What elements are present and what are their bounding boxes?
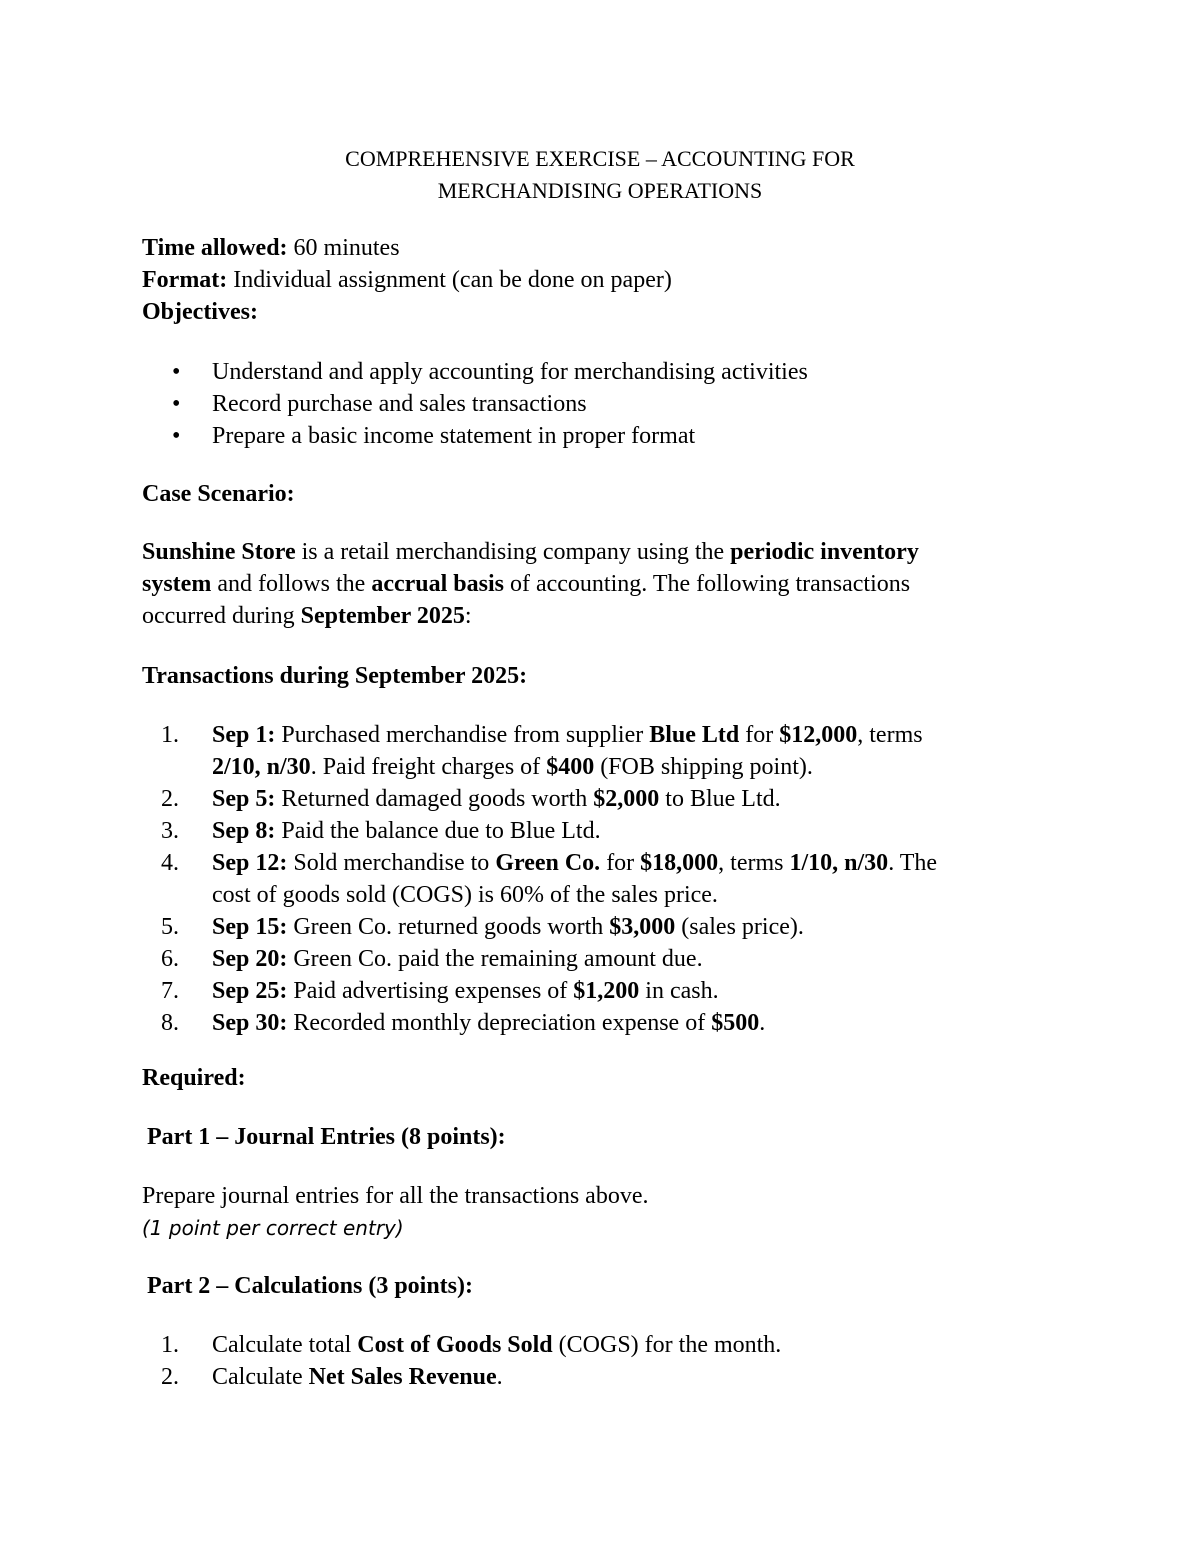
list-item: • Understand and apply accounting for merchandising activities xyxy=(142,356,1042,388)
list-item: 8. Sep 30: Recorded monthly depreciation expense of $500. xyxy=(161,1010,766,1036)
meta-info xyxy=(142,232,1062,328)
part2-list xyxy=(142,1329,1062,1393)
format: Format: Individual assignment (can be done on paper) xyxy=(142,267,672,293)
title-line-1: COMPREHENSIVE EXERCISE – ACCOUNTING FOR xyxy=(345,146,855,171)
part1-heading: Part 1 – Journal Entries (8 points): xyxy=(147,1124,506,1150)
part1-body: Prepare journal entries for all the transactions above. (1 point per correct entry) xyxy=(142,1180,1062,1244)
list-item: 3. Sep 8: Paid the balance due to Blue Ltd. xyxy=(161,818,601,844)
list-item: 7. Sep 25: Paid advertising expenses of $1,200 in cash. xyxy=(161,978,719,1004)
list-item: 2. Sep 5: Returned damaged goods worth $2,000 to Blue Ltd. xyxy=(161,786,781,812)
transactions-list xyxy=(142,719,1062,1039)
transactions-heading: Transactions during September 2025: xyxy=(142,663,528,689)
time-allowed: Time allowed: 60 minutes xyxy=(142,235,400,261)
case-paragraph: Sunshine Store is a retail merchandising company using the periodic inventory system and follows the accrual basis of accounting. The following transactions occurred during September 2025: xyxy=(142,539,919,629)
required-heading: Required: xyxy=(142,1065,246,1091)
list-item: 4. Sep 12: Sold merchandise to Green Co. for $18,000, terms 1/10, n/30. The cost of goods sold (COGS) is 60% of the sales price. xyxy=(161,850,938,908)
list-item: 1. Sep 1: Purchased merchandise from supplier Blue Ltd for $12,000, terms 2/10, n/30. Paid freight charges of $400 (FOB shipping point). xyxy=(161,722,923,780)
bullet-icon: • xyxy=(172,391,181,417)
part1-note: (1 point per correct entry) xyxy=(142,1216,404,1240)
list-item: 1. Calculate total Cost of Goods Sold (COGS) for the month. xyxy=(161,1332,782,1358)
objectives-label: Objectives: xyxy=(142,299,258,325)
list-item: • Record purchase and sales transactions xyxy=(142,388,1042,420)
case-heading: Case Scenario: xyxy=(142,481,295,507)
part2-heading: Part 2 – Calculations (3 points): xyxy=(147,1273,473,1299)
title-line-2: MERCHANDISING OPERATIONS xyxy=(437,178,763,203)
bullet-icon: • xyxy=(172,359,181,385)
list-item: 2. Calculate Net Sales Revenue. xyxy=(161,1364,503,1390)
list-item: • Prepare a basic income statement in proper format xyxy=(142,420,1042,452)
document-title xyxy=(0,143,1200,207)
list-item: 5. Sep 15: Green Co. returned goods worth $3,000 (sales price). xyxy=(161,914,804,940)
bullet-icon: • xyxy=(172,423,181,449)
objectives-list xyxy=(142,356,1042,452)
list-item: 6. Sep 20: Green Co. paid the remaining amount due. xyxy=(161,946,703,972)
